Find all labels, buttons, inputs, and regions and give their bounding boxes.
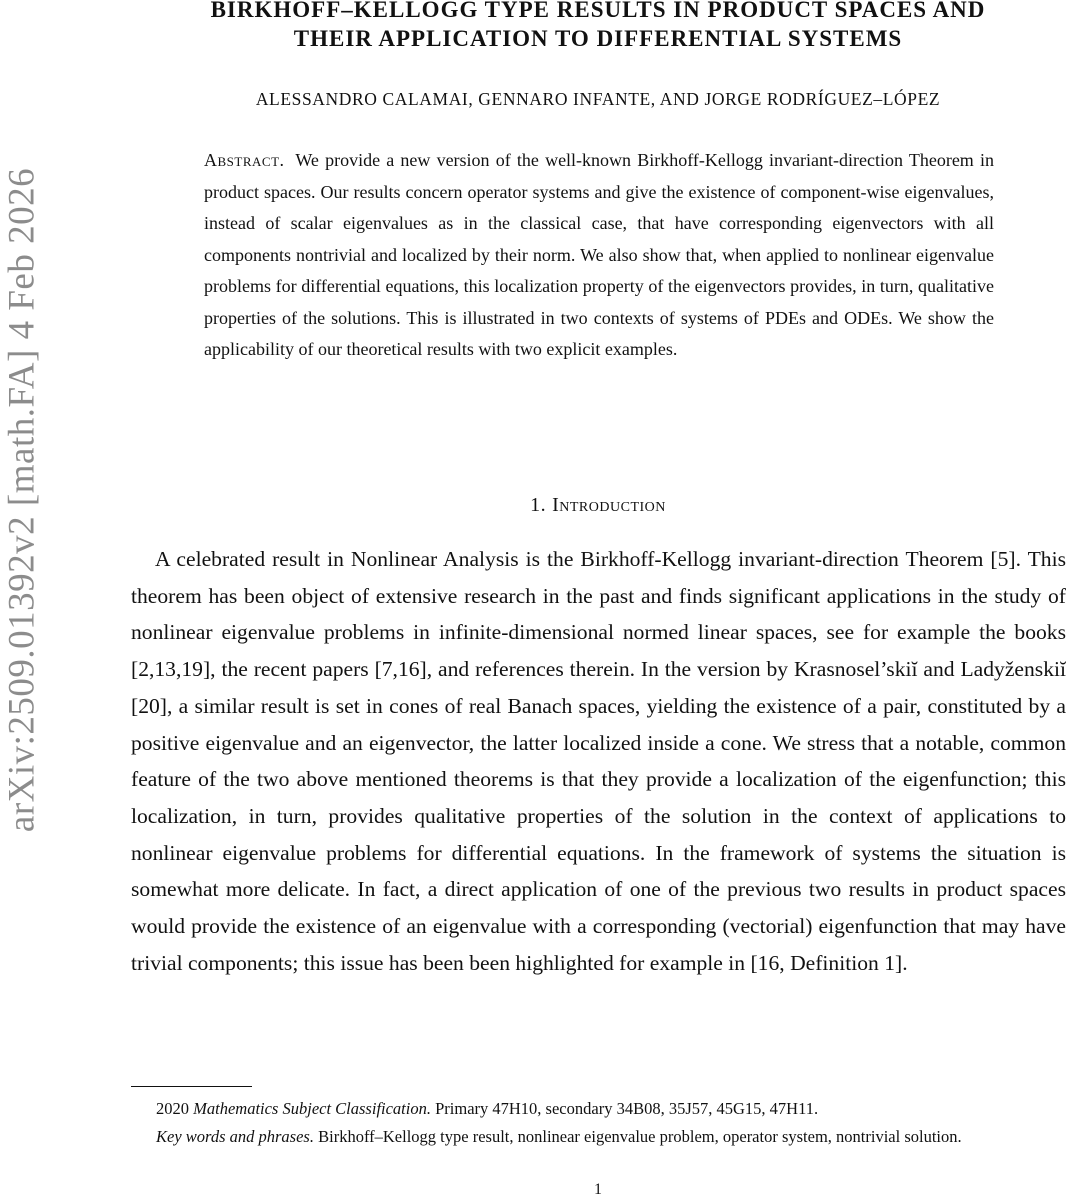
section-heading xyxy=(130,494,1066,517)
footnote-msc-text: Primary 47H10, secondary 34B08, 35J57, 45G15, 47H11. xyxy=(435,1099,819,1118)
footnotes xyxy=(131,1095,1066,1151)
footnote-rule xyxy=(131,1086,252,1087)
footnote-keywords xyxy=(131,1123,1066,1151)
footnote-msc-year: 2020 xyxy=(156,1099,189,1118)
footnote-keywords-label: Key words and phrases. xyxy=(156,1127,314,1146)
abstract xyxy=(204,145,994,366)
title-line-1: BIRKHOFF–KELLOGG TYPE RESULTS IN PRODUCT SPACES AND xyxy=(210,0,986,22)
paper-title xyxy=(130,0,1066,53)
introduction-paragraph: A celebrated result in Nonlinear Analysis is the Birkhoff-Kellogg invariant-direction Theorem [5]. This theorem has been object of extensive research in the past and finds significant applications in the study of nonlinear eigenvalue problems in infinite-dimensional normed linear spaces, see for example the books [2,13,19], the recent papers [7,16], and references therein. In the version by Krasnosel’skiĭ and Ladyženskiĭ [20], a similar result is set in cones of real Banach spaces, yielding the existence of a pair, constituted by a positive eigenvalue and an eigenvector, the latter localized inside a cone. We stress that a notable, common feature of the two above mentioned theorems is that they provide a localization of the eigenfunction; this localization, in turn, provides qualitative properties of the solution in the context of applications to nonlinear eigenvalue problems for differential equations. In the framework of systems the situation is somewhat more delicate. In fact, a direct application of one of the previous two results in product spaces would provide the existence of an eigenvalue with a corresponding (vectorial) eigenfunction that may have trivial components; this issue has been been highlighted for example in [16, Definition 1]. xyxy=(131,547,1066,975)
section-title: Introduction xyxy=(552,494,666,516)
abstract-text: We provide a new version of the well-known Birkhoff-Kellogg invariant-direction Theorem in product spaces. Our results concern operator systems and give the existence of component-wise eigenvalues, instead of scalar eigenvalues as in the classical case, that have corresponding eigenvectors with all components nontrivial and localized by their norm. We also show that, when applied to nonlinear eigenvalue problems for differential equations, this localization property of the eigenvectors provides, in turn, qualitative properties of the solutions. This is illustrated in two contexts of systems of PDEs and ODEs. We show the applicability of our theoretical results with two explicit examples. xyxy=(204,150,994,359)
footnote-msc xyxy=(131,1095,1066,1123)
page-number: 1 xyxy=(594,1181,602,1198)
section-number: 1. xyxy=(530,494,547,516)
footnote-msc-label: Mathematics Subject Classification. xyxy=(193,1099,431,1118)
arxiv-identifier: arXiv:2509.01392v2 [math.FA] 4 Feb 2026 xyxy=(1,167,43,833)
arxiv-sidebar xyxy=(0,0,60,1200)
title-line-2: THEIR APPLICATION TO DIFFERENTIAL SYSTEMS xyxy=(293,26,903,51)
abstract-label: Abstract. xyxy=(204,150,285,170)
paper-authors: ALESSANDRO CALAMAI, GENNARO INFANTE, AND JORGE RODRÍGUEZ–LÓPEZ xyxy=(255,89,941,109)
footnote-keywords-text: Birkhoff–Kellogg type result, nonlinear eigenvalue problem, operator system, nontrivial solution. xyxy=(318,1127,962,1146)
